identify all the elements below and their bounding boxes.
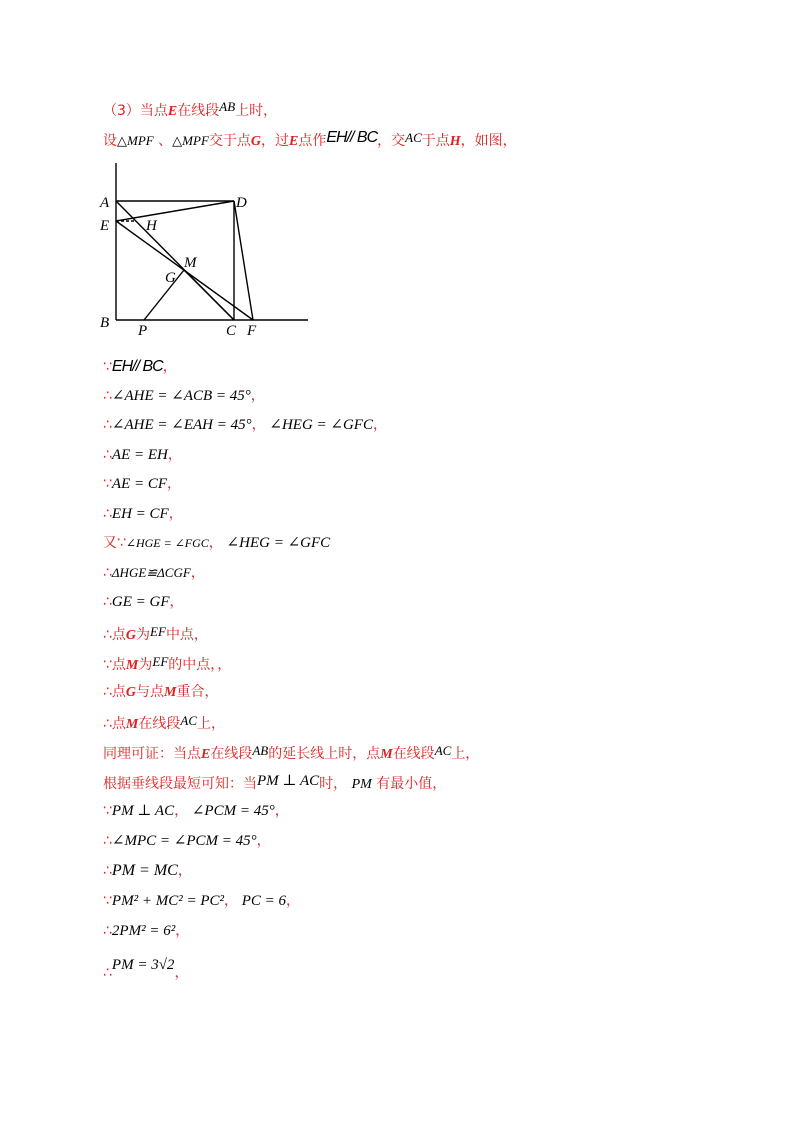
- claim-4: [103, 711, 225, 735]
- final-step-1: [103, 801, 289, 821]
- claim-point: M: [125, 658, 139, 673]
- claim-text: ∵点: [103, 657, 126, 673]
- intro-text-1: 设: [103, 133, 117, 149]
- heading-segment-ab: AB: [219, 99, 236, 114]
- claim-2: [103, 652, 231, 676]
- step-4: [103, 445, 182, 465]
- claim-text: ∴点: [103, 684, 126, 700]
- claim-segment: EF: [150, 624, 166, 639]
- label-a: A: [100, 195, 110, 211]
- label-h: H: [146, 218, 157, 234]
- claim-point: G: [125, 628, 137, 643]
- claim-point: M: [125, 717, 139, 732]
- step-symbol: ∴: [103, 388, 112, 404]
- intro-line: [103, 128, 517, 152]
- step-7: [103, 533, 330, 553]
- intro-triangle-1: △MPF: [117, 133, 154, 148]
- step-math-2: ∠HEG = ∠GFC: [226, 535, 331, 551]
- step-tail: ，: [167, 476, 182, 492]
- step-1: [103, 357, 177, 377]
- heading-point-e: E: [167, 104, 178, 119]
- step-symbol: ∴: [103, 923, 112, 939]
- claim-text-3: 上，: [197, 716, 225, 732]
- label-f: F: [247, 323, 257, 339]
- claim-segment: EF: [152, 654, 169, 669]
- step-math: ΔHGE≌ΔCGF: [111, 565, 191, 580]
- step-symbol: ∵: [103, 476, 112, 492]
- step-tail: ，: [372, 417, 387, 433]
- intro-text-4: ，过: [261, 133, 290, 149]
- step-9: [103, 592, 184, 612]
- claim-text-2: 为: [138, 657, 153, 673]
- intro-text-2: 、: [158, 133, 173, 149]
- intro-text-7: 于点: [421, 133, 450, 149]
- final-step-2: [103, 831, 271, 851]
- claim-3: [103, 682, 219, 703]
- step-math: ∠AHE = ∠ACB = 45°: [111, 388, 251, 404]
- intro-point-e: E: [289, 134, 299, 149]
- step-tail: ，: [162, 359, 177, 375]
- step-5: [103, 474, 181, 494]
- segment-mc: [184, 270, 234, 320]
- step-symbol: ∴: [103, 965, 112, 981]
- step-symbol: ∵: [103, 359, 112, 375]
- intro-text-5: 点作: [298, 133, 327, 149]
- intro-text-3: 交于点: [208, 133, 251, 149]
- step-tail: ，: [168, 506, 183, 522]
- step-math: ∠AHE = ∠EAH = 45°: [111, 417, 252, 433]
- step-tail: ，: [169, 594, 184, 610]
- final-step-4: [103, 891, 300, 911]
- step-tail: ，: [174, 965, 189, 981]
- intro-segment-ac: AC: [405, 130, 422, 145]
- similar-segment-ab: AB: [252, 743, 269, 758]
- segment-pm: [144, 270, 184, 320]
- step-symbol: ∴: [103, 565, 112, 581]
- step-tail: ，: [175, 923, 190, 939]
- claim-1: [103, 622, 208, 646]
- similar-case-line: [103, 741, 479, 765]
- step-symbol: ∴: [103, 833, 112, 849]
- shortest-text-2: 时，: [319, 776, 348, 792]
- similar-text-1: 同理可证：当点: [103, 746, 201, 762]
- geometry-figure: [96, 163, 316, 343]
- final-step-5: [103, 921, 189, 941]
- step-tail: ，: [250, 388, 265, 404]
- step-math: PM² + MC² = PC²: [111, 893, 224, 909]
- similar-text-4: 在线段: [392, 746, 435, 762]
- step-symbol: ∴: [103, 863, 112, 879]
- claim-text-2: 为: [136, 627, 151, 643]
- claim-text: ∴点: [103, 716, 126, 732]
- final-step-3: [103, 861, 192, 881]
- claim-point: G: [125, 685, 137, 700]
- step-math-2: ∠HEG = ∠GFC: [269, 417, 373, 433]
- similar-text-2: 在线段: [210, 746, 253, 762]
- step-sep: ，: [208, 535, 223, 551]
- shortest-text-1: 根据垂线段最短可知：当: [103, 776, 257, 792]
- intro-text-8: ，如图，: [460, 133, 517, 149]
- step-symbol: ∴: [103, 506, 112, 522]
- similar-segment-ac: AC: [434, 743, 452, 758]
- step-symbol: ∴: [103, 417, 112, 433]
- label-b: B: [100, 315, 110, 331]
- step-math: EH = CF: [111, 506, 169, 522]
- claim-text-3: 中点，: [165, 627, 208, 643]
- label-c: C: [226, 323, 237, 339]
- claim-point-2: M: [164, 685, 177, 700]
- step-math: PM = MC: [111, 862, 178, 879]
- step-tail: ，: [167, 447, 182, 463]
- step-tail: ，: [256, 833, 271, 849]
- intro-text-6: ，交: [377, 133, 406, 149]
- label-d: D: [236, 195, 247, 211]
- similar-text-5: 上，: [451, 746, 480, 762]
- final-step-6: [103, 955, 189, 981]
- label-m: M: [184, 255, 197, 271]
- step-math: AE = CF: [111, 476, 168, 492]
- step-sep: ，: [223, 893, 238, 909]
- step-3: [103, 415, 387, 435]
- step-tail: ，: [177, 863, 192, 879]
- label-p: P: [138, 323, 148, 339]
- step-math: AE = EH: [111, 447, 168, 463]
- claim-text-2: 与点: [136, 684, 165, 700]
- heading-prefix: （3）当点: [103, 103, 168, 119]
- shortest-math-2: PM: [351, 777, 372, 792]
- shortest-text-3: 有最小值，: [376, 776, 447, 792]
- part-heading: [103, 97, 277, 122]
- step-tail: ，: [286, 893, 301, 909]
- step-math: ∠MPC = ∠PCM = 45°: [111, 833, 257, 849]
- segment-df: [234, 201, 253, 320]
- step-symbol: ∵: [103, 893, 112, 909]
- label-e: E: [100, 218, 110, 234]
- shortest-math-1: PM ⊥ AC: [257, 773, 320, 789]
- intro-parallel: EH// BC: [326, 129, 378, 146]
- claim-text: ∴点: [103, 627, 126, 643]
- intro-point-g: G: [250, 134, 262, 149]
- claim-text-3: 重合，: [176, 684, 219, 700]
- step-math-2: ∠PCM = 45°: [191, 803, 275, 819]
- similar-point-e: E: [201, 747, 211, 762]
- similar-text-3: 的延长线上时，点: [268, 746, 381, 762]
- step-math: 2PM² = 6²: [111, 923, 176, 939]
- step-8: [103, 563, 205, 583]
- step-symbol: ∴: [103, 594, 112, 610]
- shortest-line: [103, 771, 446, 795]
- step-tail: ，: [274, 803, 289, 819]
- step-math: ∠HGE = ∠FGC: [125, 536, 209, 550]
- step-math-2: PC = 6: [241, 893, 287, 909]
- claim-segment: AC: [180, 713, 197, 728]
- heading-mid: 在线段: [177, 103, 220, 119]
- intro-triangle-2: △MPF: [172, 133, 209, 148]
- step-symbol: 又∵: [103, 535, 126, 551]
- heading-suffix: 上时，: [235, 103, 278, 119]
- step-math: PM ⊥ AC: [111, 803, 175, 819]
- step-math: PM = 3√2: [111, 957, 175, 973]
- step-symbol: ∵: [103, 803, 112, 819]
- similar-point-m: M: [380, 747, 393, 762]
- figure-lines: [116, 163, 308, 320]
- step-math: EH// BC: [111, 358, 163, 375]
- step-symbol: ∴: [103, 447, 112, 463]
- claim-text-3: 的中点，，: [168, 657, 232, 673]
- step-2: [103, 386, 265, 406]
- claim-text-2: 在线段: [138, 716, 181, 732]
- step-math: GE = GF: [111, 594, 170, 610]
- step-sep: ，: [251, 417, 266, 433]
- step-tail: ，: [190, 565, 205, 581]
- step-6: [103, 504, 183, 524]
- segment-ed: [116, 201, 234, 221]
- label-g: G: [165, 270, 176, 286]
- intro-point-h: H: [449, 134, 461, 149]
- step-sep: ，: [174, 803, 189, 819]
